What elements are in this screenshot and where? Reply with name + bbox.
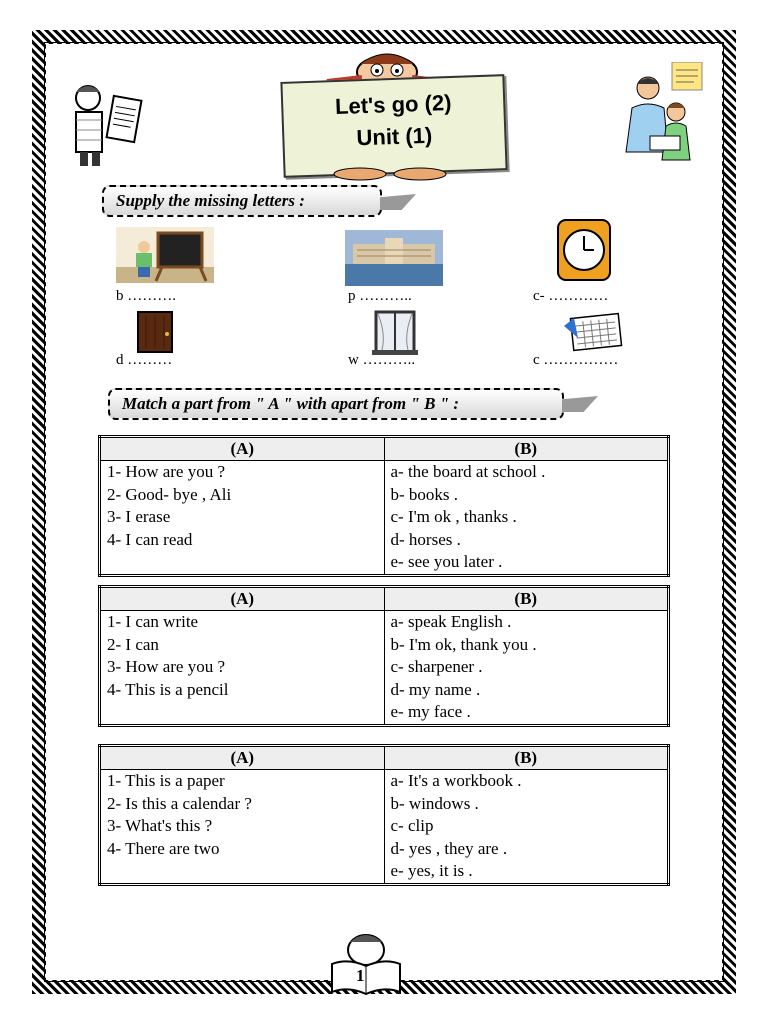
calendar-icon <box>562 312 624 352</box>
list-item: a- It's a workbook . <box>390 771 522 790</box>
reading-man-icon <box>66 80 146 170</box>
list-item: 4- This is a pencil <box>107 679 229 699</box>
column-b-header: (B) <box>384 437 669 461</box>
list-item: e- my face . <box>390 702 471 721</box>
list-item: c- I'm ok , thanks . <box>390 507 517 526</box>
list-item: b- windows . <box>390 793 479 813</box>
list-item: c- sharpener . <box>390 657 483 676</box>
list-item: 1- I can write <box>107 612 199 631</box>
item-label-p: p ……….. <box>348 288 412 304</box>
section2-heading-text: Match a part from " A " with apart from " B " : <box>122 394 460 413</box>
section1-heading <box>102 185 382 217</box>
column-b <box>384 461 669 576</box>
page-title: Let's go (2) <box>334 89 452 120</box>
list-item: 3- I erase <box>107 507 171 526</box>
title-sign <box>280 74 507 178</box>
column-b <box>384 770 669 885</box>
list-item: e- see you later . <box>390 552 503 571</box>
list-item: d- horses . <box>390 529 461 549</box>
column-a <box>100 770 385 885</box>
clock-icon <box>556 218 612 282</box>
list-item: 1- How are you ? <box>107 462 226 481</box>
column-a <box>100 461 385 576</box>
column-a-header: (A) <box>100 437 385 461</box>
list-item: 3- How are you ? <box>107 657 226 676</box>
list-item: a- the board at school . <box>390 462 546 481</box>
list-item: 2- I can <box>107 634 159 654</box>
list-item: 3- What's this ? <box>107 816 213 835</box>
column-b-header: (B) <box>384 746 669 770</box>
list-item: e- yes, it is . <box>390 861 473 880</box>
list-item: a- speak English . <box>390 612 512 631</box>
palace-icon <box>345 230 443 286</box>
match-table-2 <box>98 585 670 727</box>
page-number: 1 <box>356 966 365 985</box>
column-a-header: (A) <box>100 587 385 611</box>
item-label-c-calendar: c …………… <box>533 352 619 368</box>
list-item: d- my name . <box>390 679 481 699</box>
list-item: d- yes , they are . <box>390 838 508 858</box>
item-label-c-clock: c- ………… <box>533 288 609 304</box>
item-label-d: d ……… <box>116 352 173 368</box>
list-item: 4- I can read <box>107 529 193 549</box>
list-item: b- I'm ok, thank you . <box>390 634 537 654</box>
item-label-b: b ………. <box>116 288 176 304</box>
window-icon <box>372 308 418 356</box>
match-table-3 <box>98 744 670 886</box>
list-item: 1- This is a paper <box>107 771 225 790</box>
list-item: 2- Good- bye , Ali <box>107 484 232 504</box>
cartoon-feet-icon <box>330 164 450 182</box>
section2-heading <box>108 388 564 420</box>
match-table-1 <box>98 435 670 577</box>
list-item: 4- There are two <box>107 838 220 858</box>
column-a-header: (A) <box>100 746 385 770</box>
item-label-w: w ……….. <box>348 352 416 368</box>
blackboard-icon <box>116 227 214 283</box>
unit-title: Unit (1) <box>356 122 433 151</box>
teacher-student-icon <box>620 62 706 168</box>
list-item: c- clip <box>390 816 434 835</box>
reading-child-icon <box>328 930 404 996</box>
list-item: 2- Is this a calendar ? <box>107 793 252 813</box>
column-a <box>100 611 385 726</box>
section1-heading-text: Supply the missing letters : <box>116 191 305 210</box>
door-icon <box>136 310 174 354</box>
column-b <box>384 611 669 726</box>
list-item: b- books . <box>390 484 459 504</box>
column-b-header: (B) <box>384 587 669 611</box>
